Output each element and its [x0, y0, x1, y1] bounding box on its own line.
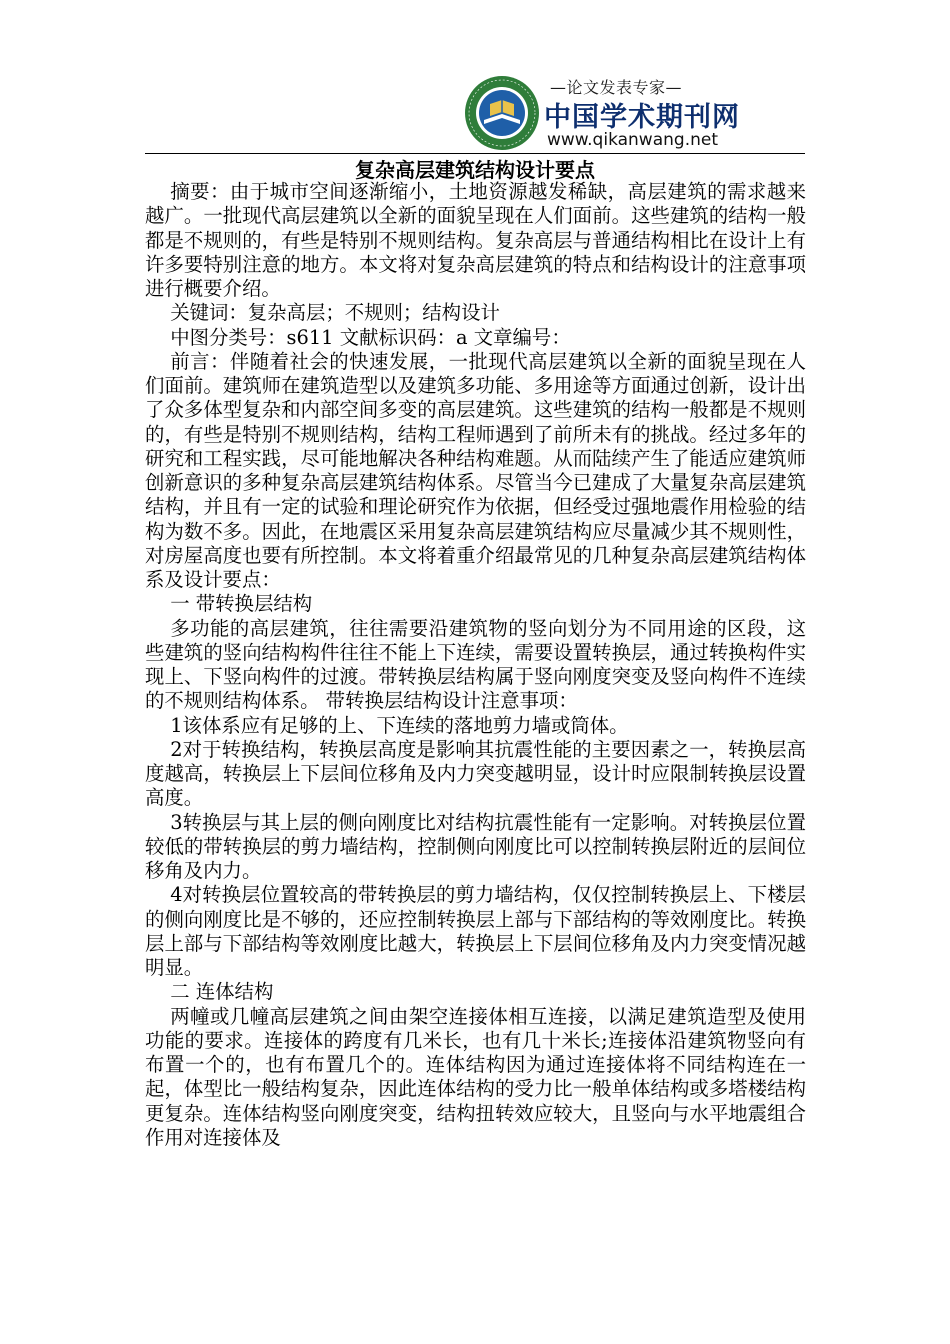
- header-divider: [145, 153, 805, 154]
- abstract-paragraph: 摘要：由于城市空间逐渐缩小，土地资源越发稀缺，高层建筑的需求越来越广。一批现代高层建筑以全新的面貌呈现在人们面前。这些建筑的结构一般都是不规则的，有些是特别不规则结构。复杂高层与普通结构相比在设计上有许多要特别注意的地方。本文将对复杂高层建筑的特点和结构设计的注意事项进行概要介绍。: [145, 180, 806, 300]
- section-heading-2: 二 连体结构: [170, 980, 274, 1004]
- section-1-paragraph: 多功能的高层建筑，往往需要沿建筑物的竖向划分为不同用途的区段，这些建筑的竖向结构构件往往不能上下连续，需要设置转换层，通过转换构件实现上、下竖向构件的过渡。带转换层结构属于竖向刚度突变及竖向构件不连续的不规则结构体系。 带转换层结构设计注意事项：: [145, 616, 806, 713]
- logo-url: www.qikanwang.net: [547, 130, 718, 150]
- classification-line: 中图分类号：s611 文献标识码：a 文章编号：: [170, 325, 571, 349]
- keywords-line: 关键词：复杂高层；不规则；结构设计: [170, 301, 500, 325]
- list-item-1: 1该体系应有足够的上、下连续的落地剪力墙或筒体。: [170, 713, 629, 737]
- document-title: 复杂高层建筑结构设计要点: [355, 158, 595, 182]
- list-item-3: 3转换层与其上层的侧向刚度比对结构抗震性能有一定影响。对转换层位置较低的带转换层的剪力墙结构，控制侧向刚度比可以控制转换层附近的层间位移角及内力。: [145, 810, 806, 882]
- preface-paragraph: 前言：伴随着社会的快速发展，一批现代高层建筑以全新的面貌呈现在人们面前。建筑师在建筑造型以及建筑多功能、多用途等方面通过创新，设计出了众多体型复杂和内部空间多变的高层建筑。这些建筑的结构一般都是不规则的，有些是特别不规则结构，结构工程师遇到了前所未有的挑战。经过多年的研究和工程实践，尽可能地解决各种结构难题。从而陆续产生了能适应建筑师创新意识的多种复杂高层建筑结构体系。尽管当今已建成了大量复杂高层建筑结构，并且有一定的试验和理论研究作为依据，但经受过强地震作用检验的结构为数不多。因此，在地震区采用复杂高层建筑结构应尽量减少其不规则性，对房屋高度也要有所控制。本文将着重介绍最常见的几种复杂高层建筑结构体系及设计要点：: [145, 349, 806, 591]
- logo-slogan: —论文发表专家—: [550, 78, 683, 97]
- list-item-4: 4对转换层位置较高的带转换层的剪力墙结构，仅仅控制转换层上、下楼层的侧向刚度比是不够的，还应控制转换层上部与下部结构的等效刚度比。转换层上部与下部结构等效刚度比越大，转换层上下层间位移角及内力突变情况越明显。: [145, 883, 806, 979]
- logo-name: 中国学术期刊网: [544, 102, 740, 133]
- site-logo: [462, 74, 740, 152]
- list-item-2: 2对于转换结构，转换层高度是影响其抗震性能的主要因素之一，转换层高度越高，转换层上下层间位移角及内力突变越明显，设计时应限制转换层设置高度。: [145, 737, 806, 810]
- section-heading-1: 一 带转换层结构: [170, 592, 313, 616]
- section-2-paragraph: 两幢或几幢高层建筑之间由架空连接体相互连接，以满足建筑造型及使用功能的要求。连接体的跨度有几米长，也有几十米长;连接体沿建筑物竖向有布置一个的，也有布置几个的。连体结构因为通过连接体将不同结构连在一起，体型比一般结构复杂，因此连体结构的受力比一般单体结构或多塔楼结构更复杂。连体结构竖向刚度突变，结构扭转效应较大，且竖向与水平地震组合作用对连接体及: [145, 1004, 806, 1149]
- seal-logo-icon: [462, 74, 542, 152]
- document-body: [145, 180, 806, 1150]
